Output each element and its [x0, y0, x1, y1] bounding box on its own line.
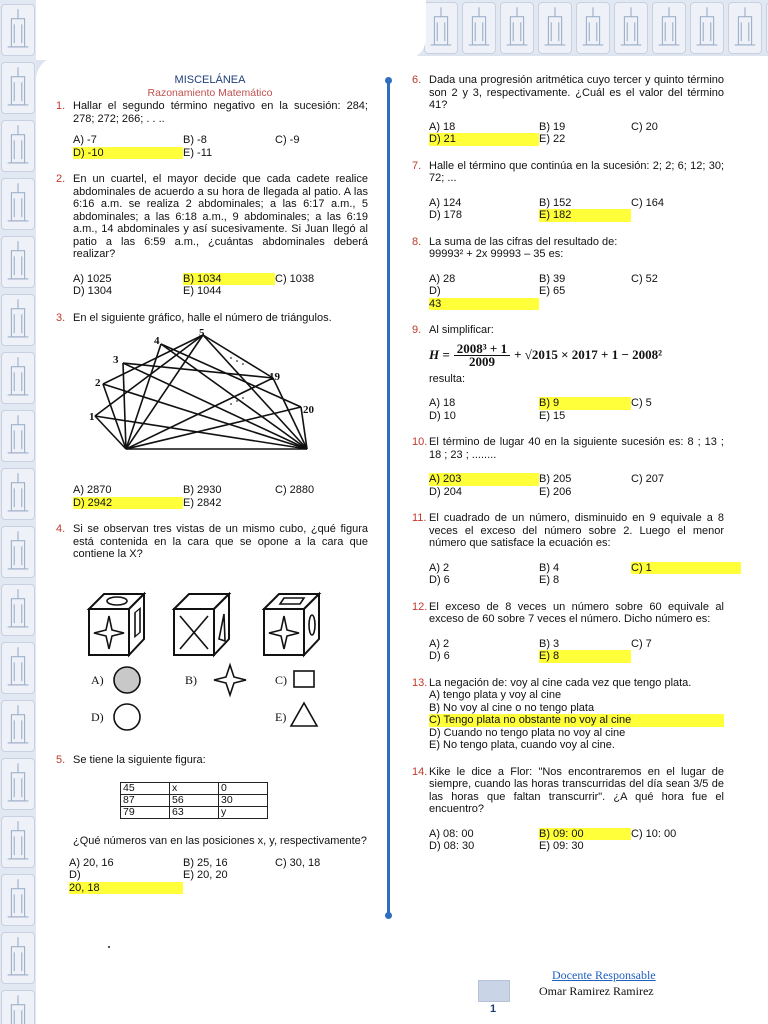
table-cell: y	[219, 807, 268, 819]
question-14	[408, 766, 724, 853]
option-c: C) 207	[631, 473, 665, 485]
table-cell: 79	[121, 807, 170, 819]
building-tile-icon	[1, 874, 35, 926]
answer-options	[429, 197, 724, 222]
option-c: C) 1038	[275, 272, 315, 285]
question-number: 13.	[412, 676, 428, 689]
option-e: E) 1044	[183, 285, 222, 297]
option-b: B) 19	[539, 120, 566, 133]
option-b: B) 9	[539, 397, 631, 410]
answer-options	[429, 562, 724, 587]
figure-label: 20	[303, 404, 314, 416]
question-number: 14.	[412, 765, 428, 778]
option-c: C) 52	[631, 272, 658, 285]
option-e: E) 182	[539, 209, 631, 222]
question-7	[408, 160, 724, 222]
statement-a: A) tengo plata y voy al cine	[429, 689, 562, 701]
option-a: A) 203	[429, 473, 539, 486]
option-e: E) -11	[183, 146, 213, 159]
question-6	[408, 74, 724, 146]
option-a: A) 18	[429, 397, 456, 409]
question-text: En el siguiente gráfico, halle el número de triángulos.	[73, 311, 332, 324]
building-tile-icon	[1, 932, 35, 984]
question-text-2: ¿Qué números van en las posiciones x, y, respectivamente?	[73, 835, 367, 847]
building-tile-icon	[1, 352, 35, 404]
option-d: D) 43	[429, 285, 539, 310]
question-text: En un cuartel, el mayor decide que cada cadete realice abdominales de acuerdo a su hora de llegada al patio. A las 6:16 a.m. se realiza 2 abdominales; a las 6:17 a.m., 5 abdominales; a las 6:18 a.m., 9 abdominales; a las 6:19 a.m., 14 abdominales y así sucesivamente. Si Juan llegó al patio a las 6:59 a.m., ¿cuántas abdominales deberá realizar?	[73, 173, 368, 260]
statement-list	[429, 689, 724, 752]
question-10	[408, 436, 724, 498]
building-tile-icon	[1, 816, 35, 868]
question-text: La suma de las cifras del resultado de:	[429, 235, 618, 248]
option-e: E) 8	[539, 650, 631, 663]
option-b: B) 25, 16	[183, 856, 228, 869]
left-column	[52, 74, 368, 904]
figure-label: 4	[154, 335, 160, 347]
table-cell: 63	[170, 807, 219, 819]
option-b: B) 1034	[183, 273, 275, 286]
answer-options	[429, 121, 724, 146]
number-table	[120, 782, 268, 819]
statement-c: C) Tengo plata no obstante no voy al cine	[429, 714, 724, 727]
page-number: 1	[490, 1003, 497, 1015]
option-e: E) 65	[539, 285, 566, 297]
option-d: D) -10	[73, 147, 183, 160]
question-5	[52, 754, 368, 895]
answer-options	[429, 828, 724, 853]
question-text-2: resulta:	[429, 372, 466, 385]
option-c: C) -9	[275, 134, 300, 146]
question-number: 10.	[412, 436, 428, 448]
table-cell: 30	[219, 795, 268, 807]
option-e: E) 8	[539, 574, 560, 586]
building-tile-icon	[1, 584, 35, 636]
option-c: C) 1	[631, 562, 741, 575]
question-text: El exceso de 8 veces un número sobre 60 equivale al exceso de 60 sobre 7 veces el número. Dicho número es:	[429, 600, 724, 625]
figure-label: 3	[113, 354, 119, 366]
statement-b: B) No voy al cine o no tengo plata	[429, 701, 595, 714]
option-b: B) 2930	[183, 484, 222, 496]
building-tile-icon	[1, 4, 35, 56]
figure-label: 19	[269, 371, 280, 383]
building-tile-icon	[1, 700, 35, 752]
question-number: 5.	[56, 753, 66, 766]
question-11	[408, 512, 724, 587]
answer-options	[429, 473, 724, 498]
figure-lines	[95, 335, 307, 449]
building-tile-icon	[1, 120, 35, 172]
option-d: D) 1304	[73, 285, 113, 297]
option-a-label: A)	[91, 672, 104, 687]
building-tile-icon	[1, 990, 35, 1024]
option-c: C) 164	[631, 196, 665, 209]
question-text: El cuadrado de un número, disminuido en 9 equivale a 8 veces el exceso del número sobre 2. Luego el menor número que satisface la ecuación es:	[429, 512, 724, 549]
option-e: E) 15	[539, 409, 566, 422]
question-number: 6.	[412, 74, 422, 86]
teacher-link[interactable]: Docente Responsable	[552, 968, 656, 982]
building-tile-icon	[1, 526, 35, 578]
option-c: C) 2880	[275, 484, 315, 496]
option-d-label: D)	[91, 709, 104, 724]
answer-options	[429, 638, 724, 663]
teacher-name: Omar Ramirez Ramirez	[539, 984, 654, 998]
question-13	[408, 677, 724, 752]
gray-circle-icon	[114, 667, 140, 693]
expression: 99993² + 2x 99993 – 35 es:	[429, 248, 564, 260]
building-tile-icon	[690, 2, 724, 54]
option-b: B) -8	[183, 134, 207, 146]
statement-d: D) Cuando no tengo plata no voy al cine	[429, 726, 626, 739]
option-b: B) 152	[539, 196, 572, 209]
statement-e: E) No tengo plata, cuando voy al cine.	[429, 739, 615, 751]
question-number: 4.	[56, 523, 66, 535]
building-tile-icon	[462, 2, 496, 54]
option-a: A) 28	[429, 272, 456, 285]
question-text: La negación de: voy al cine cada vez que tengo plata.	[429, 676, 692, 689]
question-number: 7.	[412, 159, 422, 172]
option-b: B) 09: 00	[539, 828, 631, 841]
question-3	[52, 312, 368, 510]
building-tile-icon	[538, 2, 572, 54]
question-text: Dada una progresión aritmética cuyo tercer y quinto término son 2 y 3, respectivamente. ¿Cuál es el valor del término 41?	[429, 74, 724, 111]
option-d: D) 08: 30	[429, 840, 475, 852]
question-4	[52, 523, 368, 744]
stray-dot	[108, 946, 110, 948]
option-d: D) 10	[429, 409, 456, 422]
building-tile-icon	[1, 236, 35, 288]
option-c-label: C)	[275, 672, 287, 687]
right-column	[408, 74, 724, 863]
table-cell: x	[170, 783, 219, 795]
column-divider	[387, 80, 390, 916]
page-top-tab	[36, 0, 426, 60]
cubes-figure	[69, 569, 369, 744]
table-row	[121, 783, 268, 795]
option-a: A) 20, 16	[69, 856, 114, 869]
option-a: A) 124	[429, 196, 462, 209]
option-c: C) 30, 18	[275, 856, 321, 869]
option-a: A) 2	[429, 561, 450, 574]
option-c: C) 7	[631, 637, 652, 650]
option-d: D) 204	[429, 485, 463, 498]
question-text: Si se observan tres vistas de un mismo cubo, ¿qué figura está contenida en la cara que se opone a la cara que contiene la X?	[73, 523, 368, 560]
question-number: 12.	[412, 600, 428, 613]
question-number: 1.	[56, 100, 66, 112]
question-1	[52, 100, 368, 159]
option-e-label: E)	[275, 709, 287, 724]
question-2	[52, 173, 368, 298]
option-d: D) 21	[429, 133, 539, 146]
building-tile-icon	[1, 642, 35, 694]
option-a: A) 2870	[73, 484, 112, 496]
building-tile-icon	[1, 62, 35, 114]
option-d: D) 6	[429, 574, 450, 586]
table-cell: 45	[121, 783, 170, 795]
option-e: E) 2842	[183, 496, 222, 509]
table-row	[121, 807, 268, 819]
option-e: E) 22	[539, 133, 566, 145]
option-b: B) 205	[539, 473, 572, 485]
building-tile-icon	[424, 2, 458, 54]
option-a: A) 1025	[73, 272, 112, 285]
question-text: Hallar el segundo término negativo en la sucesión: 284; 278; 272; 266; . . ..	[73, 100, 368, 125]
answer-options	[429, 397, 724, 422]
option-d: D) 178	[429, 209, 463, 221]
question-text: Se tiene la siguiente figura:	[73, 753, 206, 766]
question-text: Kike le dice a Flor: "Nos encontraremos en el lugar de siempre, cuando las horas transcurridas del día sean 3/5 de las horas que faltan transcurrir". ¿A qué hora fue el encuentro?	[429, 765, 724, 815]
building-tile-icon	[500, 2, 534, 54]
building-tile-icon	[1, 410, 35, 462]
table-cell: 56	[170, 795, 219, 807]
question-9	[408, 324, 724, 422]
option-b: B) 39	[539, 272, 566, 285]
triangle-icon	[291, 703, 317, 726]
building-tile-icon	[1, 178, 35, 230]
option-e: E) 09: 30	[539, 840, 584, 852]
star-icon	[214, 665, 246, 695]
option-d: D) 6	[429, 650, 450, 662]
option-a: A) -7	[73, 134, 97, 146]
question-number: 11.	[412, 512, 427, 524]
option-a: A) 08: 00	[429, 827, 474, 840]
table-cell: 87	[121, 795, 170, 807]
answer-options	[73, 134, 368, 159]
question-number: 8.	[412, 235, 422, 248]
building-tile-icon	[1, 294, 35, 346]
figure-label: 1	[89, 411, 95, 423]
triangles-figure	[81, 328, 341, 478]
building-tile-icon	[1, 468, 35, 520]
figure-label: 5	[199, 328, 205, 339]
square-icon	[294, 671, 314, 687]
building-tile-icon	[1, 758, 35, 810]
building-tile-icon	[728, 2, 762, 54]
page-title: MISCELÁNEA	[174, 74, 246, 86]
question-number: 3.	[56, 311, 66, 324]
option-a: A) 18	[429, 120, 456, 133]
table-cell: 0	[219, 783, 268, 795]
table-row	[121, 795, 268, 807]
question-text: Al simplificar:	[429, 324, 494, 336]
question-number: 9.	[412, 324, 422, 336]
option-c: C) 5	[631, 397, 652, 409]
option-d: D) 2942	[73, 497, 183, 510]
building-tile-icon	[652, 2, 686, 54]
answer-options	[69, 857, 368, 895]
question-12	[408, 601, 724, 663]
option-c: C) 20	[631, 120, 658, 133]
answer-options	[73, 484, 368, 509]
figure-label: 2	[95, 377, 101, 389]
page-subtitle: Razonamiento Matemático	[147, 86, 273, 99]
question-8	[408, 236, 724, 311]
question-text: El término de lugar 40 en la siguiente sucesión es: 8 ; 13 ; 18 ; 23 ; ........	[429, 436, 724, 461]
option-e: E) 20, 20	[183, 869, 228, 881]
option-a: A) 2	[429, 637, 450, 650]
option-d: D) 20, 18	[69, 869, 183, 894]
building-tile-icon	[576, 2, 610, 54]
white-circle-icon	[114, 704, 140, 730]
option-b: B) 3	[539, 637, 560, 650]
page-number-box	[478, 980, 510, 1002]
option-b: B) 4	[539, 561, 560, 574]
question-number: 2.	[56, 173, 66, 185]
option-e: E) 206	[539, 485, 572, 498]
formula: H = $\frac{\text{2008³ + 1}}{2009}$ + √2015 × 2017 + 1 − 2008²	[429, 340, 663, 369]
question-text: Halle el término que continúa en la sucesión: 2; 2; 6; 12; 30; 72; ...	[429, 159, 724, 184]
answer-options	[429, 273, 724, 311]
option-b-label: B)	[185, 672, 197, 687]
building-tile-icon	[614, 2, 648, 54]
option-c: C) 10: 00	[631, 827, 677, 840]
answer-options	[73, 273, 368, 298]
